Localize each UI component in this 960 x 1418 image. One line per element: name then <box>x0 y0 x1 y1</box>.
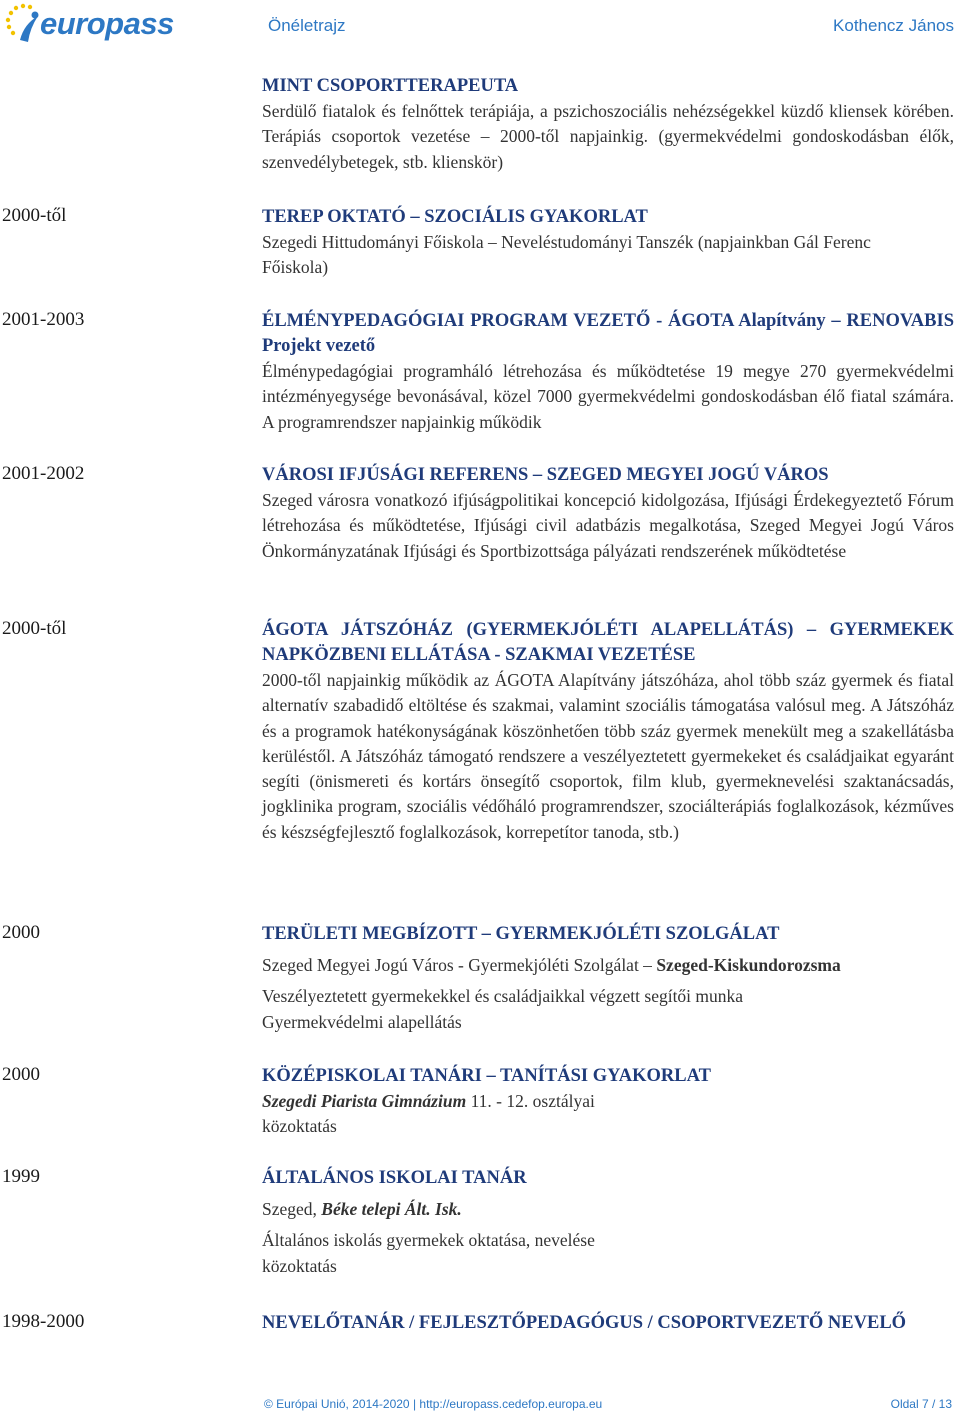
entry-employer <box>262 953 954 978</box>
entry-date: 2000 <box>2 1064 40 1085</box>
page-number: Oldal 7 / 13 <box>890 1397 952 1411</box>
entry-date: 1999 <box>2 1166 40 1187</box>
europass-logo <box>4 2 174 46</box>
page-footer <box>0 1393 960 1413</box>
entry-body <box>262 1311 954 1336</box>
entry-sector: közoktatás <box>262 1116 337 1137</box>
employer-name: Béke telepi Ált. Isk. <box>321 1199 462 1219</box>
entry-sector: Gyermekvédelmi alapellátás <box>262 1011 462 1032</box>
document-title: Önéletrajz <box>268 16 346 35</box>
employer-detail: 11. - 12. osztályai <box>466 1091 595 1111</box>
entry-title: ÁLTALÁNOS ISKOLAI TANÁR <box>262 1168 527 1188</box>
entry-title: ÉLMÉNYPEDAGÓGIAI PROGRAM VEZETŐ - ÁGOTA Alapítvány – RENOVABIS Projekt vezető <box>262 311 954 356</box>
employer-name: Szeged Megyei Jogú Város - Gyermekjóléti Szolgálat – <box>262 955 657 975</box>
entry-title: ÁGOTA JÁTSZÓHÁZ (GYERMEKJÓLÉTI ALAPELLÁTÁS) – GYERMEKEK NAPKÖZBENI ELLÁTÁSA - SZAKMAI VEZETÉSE <box>262 620 954 665</box>
page-header <box>0 0 960 50</box>
entry-sector: közoktatás <box>262 1255 337 1276</box>
person-name: Kothencz János <box>833 16 954 35</box>
entry-date: 2000-től <box>2 205 67 226</box>
employer-location: Szeged-Kiskundorozsma <box>656 955 841 975</box>
entry-description: Általános iskolás gyermekek oktatása, nevelése <box>262 1230 595 1251</box>
employer-city: Szeged, <box>262 1199 322 1219</box>
entry-body <box>262 618 954 845</box>
entry-date: 2000-től <box>2 618 67 639</box>
entry-body <box>262 74 954 175</box>
entry-description: Veszélyeztetett gyermekekkel és családjaikkal végzett segítői munka <box>262 986 744 1007</box>
entry-body <box>262 1166 954 1279</box>
entry-body <box>262 1064 954 1140</box>
entry-title: NEVELŐTANÁR / FEJLESZTŐPEDAGÓGUS / CSOPORTVEZETŐ NEVELŐ <box>262 1313 907 1333</box>
entry-title: VÁROSI IFJÚSÁGI REFERENS – SZEGED MEGYEI JOGÚ VÁROS <box>262 465 829 485</box>
entry-description: 2000-től napjainkig működik az ÁGOTA Alapítvány játszóháza, ahol több száz gyermek és fiatal alternatív szabadidő eltöltése és szakmai, valamint szociális támogatása valósul meg. A Játszóház és a programok hatékonyságának köszönhetően több száz gyermek menekült meg a szakellátásba kerüléstől. A Játszóház támogató rendszere a veszélyeztetett gyermekeket és családjaikat egyaránt segíti (önismereti és kortárs önsegítő csoportok, film klub, gyermeknevelési szaktanácsadás, jogklinika program, szociális védőháló programrendszer, szociálterápiás foglalkozások, kézműves és készségfejlesztő foglalkozások, korrepetítor tanoda, stb.) <box>262 670 954 842</box>
entry-body <box>262 922 954 1035</box>
entry-title: KÖZÉPISKOLAI TANÁRI – TANÍTÁSI GYAKORLAT <box>262 1066 711 1086</box>
entry-date: 2000 <box>2 922 40 943</box>
entry-title: TERÜLETI MEGBÍZOTT – GYERMEKJÓLÉTI SZOLGÁLAT <box>262 924 780 944</box>
entry-body <box>262 309 954 435</box>
entry-description: Serdülő fiatalok és felnőttek terápiája, a pszichoszociális nehézségekkel küzdő kliensek körében. Terápiás csoportok vezetése – 2000-től napjainkig. (gyermekvédelmi gondoskodásban élők, szenvedélybetegek, stb. klienskör) <box>262 101 954 172</box>
entry-date: 2001-2003 <box>2 309 85 330</box>
entry-description: Élménypedagógiai programháló létrehozása és működtetése 19 megye 270 gyermekvédelmi intézményegysége bevonásával, közel 7000 gyermekvédelmi gondoskodásban élő fiatal számára. A programrendszer napjainkig működik <box>262 361 954 432</box>
entry-description: Szeged városra vonatkozó ifjúságpolitikai koncepció kidolgozása, Ifjúsági Érdekegyeztető Fórum létrehozása és működtetése, Ifjúsági civil adatbázis megalkotása, Szeged Megyei Jogú Város Önkormányzatának Ifjúsági és Sportbizottsága pályázati rendszerének működtetése <box>262 490 954 561</box>
entry-date: 1998-2000 <box>2 1311 85 1332</box>
footer-copyright-link[interactable]: © Európai Unió, 2014-2020 | http://europass.cedefop.europa.eu <box>264 1397 603 1411</box>
entry-title: MINT CSOPORTTERAPEUTA <box>262 76 519 96</box>
entry-employer <box>262 1089 954 1114</box>
entry-body <box>262 205 954 281</box>
employer-name: Szegedi Piarista Gimnázium <box>262 1091 467 1111</box>
entry-date: 2001-2002 <box>2 463 85 484</box>
entry-employer <box>262 1197 954 1222</box>
entry-body <box>262 463 954 564</box>
entry-title: TEREP OKTATÓ – SZOCIÁLIS GYAKORLAT <box>262 207 648 227</box>
entry-description: Szegedi Hittudományi Főiskola – Neveléstudományi Tanszék (napjainkban Gál Ferenc Főiskola) <box>262 232 871 278</box>
logo-text: europass <box>40 6 174 41</box>
